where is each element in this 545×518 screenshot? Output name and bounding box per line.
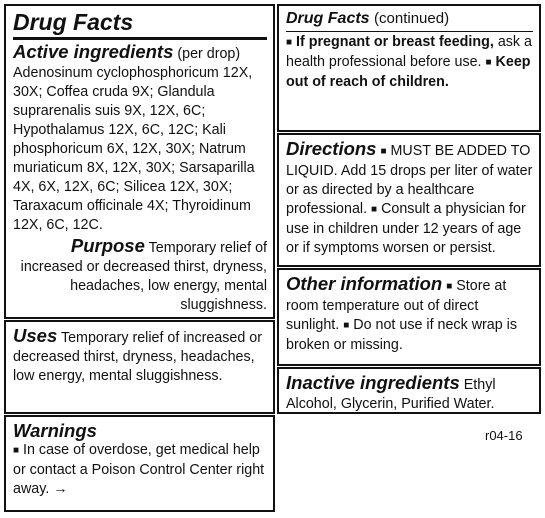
purpose-heading: Purpose: [70, 235, 145, 256]
active-ingredients-block: [13, 41, 267, 64]
other-information-panel: [277, 268, 541, 366]
other-bullet-2-icon: ■: [343, 320, 350, 331]
other-text-2: Do not use if neck wrap is broken or missing.: [286, 317, 517, 353]
directions-heading: Directions: [286, 138, 377, 159]
continue-arrow-icon: →: [53, 481, 68, 497]
title-divider: [13, 37, 267, 40]
uses-heading: Uses: [13, 325, 58, 346]
drug-facts-title: Drug Facts: [13, 9, 134, 35]
directions-bullet-2-icon: ■: [371, 204, 378, 215]
keep-out-bullet-icon: ■: [485, 57, 492, 68]
warnings-text: In case of overdose, get medical help or contact a Poison Control Center right away.: [13, 442, 265, 497]
directions-block: [286, 138, 533, 258]
directions-text-2: Consult a physician for use in children under 12 years of age or if symptoms worsen or persist.: [286, 201, 526, 256]
purpose-block: [13, 235, 267, 315]
warnings-bullet-icon: ■: [13, 445, 20, 456]
keep-out-bold: Keep out of reach of children.: [286, 54, 531, 90]
inactive-ingredients-heading: Inactive ingredients: [286, 372, 460, 393]
warnings-panel: [4, 415, 275, 512]
inactive-ingredients-block: [286, 372, 533, 414]
pregnant-bullet-icon: ■: [286, 37, 293, 48]
continued-panel: [277, 4, 541, 132]
other-text-1: Store at room temperature out of direct sunlight.: [286, 278, 507, 333]
other-information-heading: Other information: [286, 273, 443, 294]
active-ingredients-panel: [4, 4, 275, 319]
pregnant-text: ask a health professional before use.: [286, 34, 532, 70]
inactive-ingredients-panel: [277, 367, 541, 414]
revision-code: r04-16: [485, 428, 523, 443]
directions-caps: MUST BE ADDED TO LIQUID.: [286, 143, 531, 179]
continued-divider: [286, 31, 533, 32]
directions-panel: [277, 133, 541, 267]
continued-title: [286, 9, 533, 29]
active-ingredients-list: Adenosinum cyclophosphoricum 12X, 30X; Coffea cruda 9X; Glandula suprarenalis suis 9X, 12X, 6C; Hypothalamus 12X, 6C, 12C; Kali phosphoricum 6X, 12X, 30X; Natrum muriaticum 8X, 12X, 30X; Sarsaparilla 4X, 6X, 12X, 6C; Silicea 12X, 30X; Taraxacum officinale 4X; Thyroidinum 12X, 6C, 12C.: [13, 65, 255, 233]
purpose-text: Temporary relief of increased or decreased thirst, dryness, headaches, low energy, mental sluggishness.: [20, 240, 267, 313]
other-information-block: [286, 273, 533, 355]
warnings-block: [13, 441, 267, 499]
uses-block: [13, 325, 267, 386]
per-drop-note: (per drop): [177, 46, 241, 62]
uses-panel: [4, 320, 275, 414]
continued-suffix: (continued): [374, 10, 450, 27]
other-bullet-icon: ■: [446, 281, 453, 292]
warnings-heading: Warnings: [13, 420, 97, 441]
active-ingredients-heading: Active ingredients: [13, 41, 174, 62]
pregnant-bold: If pregnant or breast feeding,: [296, 34, 494, 50]
continued-title-text: Drug Facts: [286, 10, 370, 27]
inactive-ingredients-text: Ethyl Alcohol, Glycerin, Purified Water.: [286, 377, 496, 412]
pregnant-block: [286, 33, 533, 92]
directions-text-1: Add 15 drops per liter of water or as directed by a healthcare professional.: [286, 163, 533, 217]
uses-text: Temporary relief of increased or decreased thirst, dryness, headaches, low energy, mental sluggishness.: [13, 330, 262, 384]
directions-bullet-icon: ■: [380, 146, 387, 157]
